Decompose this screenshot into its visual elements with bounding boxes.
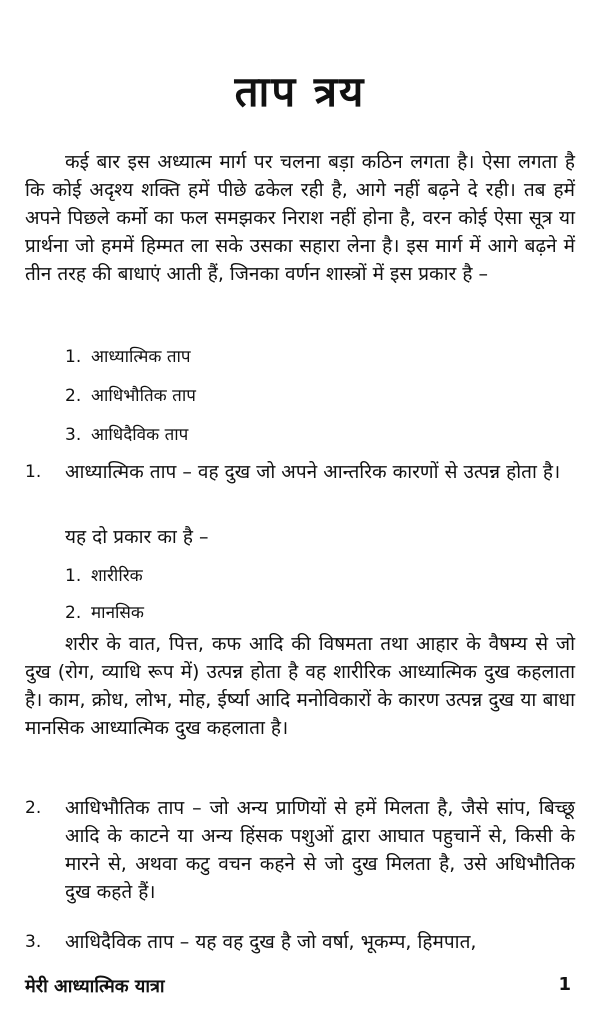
- section-2-text: आधिभौतिक ताप – जो अन्य प्राणियों से हमें मिलता है, जैसे सांप, बिच्छू आदि के काटने या अन्य हिंसक पशुओं द्वारा आघात पहुचानें से, किसी के मारने से, अथवा कटु वचन कहने से जो दुख मिलता है, उसे अधिभौतिक दुख कहते हैं।: [65, 797, 575, 903]
- section-1-explanation: शरीर के वात, पित्त, कफ आदि की विषमता तथा आहार के वैषम्य से जो दुख (रोग, व्याधि रूप में) उत्पन्न होता है वह शारीरिक आध्यात्मिक दुख कहलाता है। काम, क्रोध, लोभ, मोह, ईर्ष्या आदि मनोविकारों के कारण उत्पन्न दुख या बाधा मानसिक आध्यात्मिक दुख कहलाता है।: [25, 633, 575, 739]
- list-number: 2.: [65, 386, 82, 406]
- section-number: 2.: [25, 798, 42, 818]
- two-kinds-line: यह दो प्रकार का है –: [65, 526, 209, 548]
- page-number: 1: [558, 974, 571, 995]
- page-title: ताप त्रय: [234, 67, 366, 116]
- section-number: 1.: [25, 462, 42, 482]
- book-title: मेरी आध्यात्मिक यात्रा: [25, 976, 165, 997]
- list-number: 3.: [65, 425, 82, 445]
- page-footer: [25, 974, 575, 1004]
- list-label: आधिदैविक ताप: [91, 425, 189, 445]
- section-number: 3.: [25, 932, 42, 952]
- body-text: [25, 0, 575, 1033]
- types-list-item-2: [65, 382, 196, 410]
- section-1-text: आध्यात्मिक ताप – वह दुख जो अपने आन्तरिक कारणों से उत्पन्न होता है।: [65, 461, 561, 483]
- list-number: 2.: [65, 603, 82, 623]
- types-list-item-1: [65, 343, 191, 371]
- list-label: आध्यात्मिक ताप: [91, 347, 191, 367]
- list-label: मानसिक: [91, 603, 144, 623]
- list-label: शारीरिक: [91, 566, 143, 586]
- kinds-list-item-2: [65, 599, 144, 627]
- list-number: 1.: [65, 566, 82, 586]
- intro-paragraph: कई बार इस अध्यात्म मार्ग पर चलना बड़ा कठिन लगता है। ऐसा लगता है कि कोई अदृश्य शक्ति हमें पीछे ढकेल रही है, आगे नहीं बढ़ने दे रही। तब हमें अपने पिछले कर्मो का फल समझकर निराश नहीं होना है, वरन कोई ऐसा सूत्र या प्रार्थना जो हममें हिम्मत ला सके उसका सहारा लेना है। इस मार्ग में आगे बढ़ने में तीन तरह की बाधाएं आती हैं, जिनका वर्णन शास्त्रों में इस प्रकार है –: [25, 151, 575, 285]
- list-label: आधिभौतिक ताप: [91, 386, 196, 406]
- types-list-item-3: [65, 421, 188, 449]
- list-number: 1.: [65, 347, 82, 367]
- section-3-text: आधिदैविक ताप – यह वह दुख है जो वर्षा, भूकम्प, हिमपात,: [65, 931, 477, 953]
- kinds-list-item-1: [65, 562, 143, 590]
